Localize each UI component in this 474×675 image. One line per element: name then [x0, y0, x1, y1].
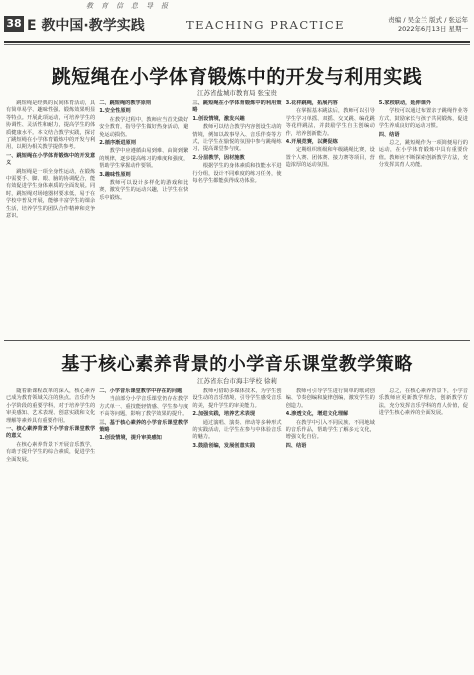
article2-headline: 基于核心素养背景的小学音乐课堂教学策略 — [61, 354, 413, 375]
article1-paragraph: 学校可以通过布置亲子跳绳作业等方式，鼓励家长与孩子共同锻炼，促进学生养成良好的运动习惯。 — [378, 108, 468, 130]
article2-paragraph: 总之，在核心素养背景下，小学音乐教师应更新教学理念，创新教学方法，充分发挥音乐学科的育人价值，促进学生核心素养的全面发展。 — [378, 388, 468, 417]
article1-column — [99, 100, 188, 336]
article1-paragraph: 2.循序渐进原则 — [99, 140, 136, 147]
article1-column — [379, 100, 468, 336]
article2-paragraph: 通过演唱、演奏、律动等多种形式的实践活动，让学生在参与中体验音乐的魅力。 — [192, 419, 282, 441]
article1-paragraph: 4.开展竞赛，以赛促练 — [285, 139, 338, 146]
article1-byline: 江苏省盐城市教育局 张宝贵 — [196, 89, 278, 97]
section-english-title: TEACHING PRACTICE — [186, 18, 346, 32]
article1-paragraph: 3.趣味性原则 — [99, 171, 131, 178]
article2-paragraph: 2.加强实践，培养艺术表现 — [192, 411, 256, 418]
article1-paragraph: 根据学生的身体素质和技能水平进行分组，设计不同难度的练习任务，使每名学生都能获得成功体验。 — [192, 163, 282, 185]
article1-paragraph: 1.创设情境，激发兴趣 — [192, 115, 245, 122]
header-rule — [4, 41, 470, 43]
article1-paragraph: 3.花样跳绳，拓展内容 — [285, 100, 338, 106]
article2-paragraph: 四、结语 — [285, 442, 307, 449]
article1-paragraph: 在掌握基本跳法后，教师可以引导学生学习单摇、双摇、交叉跳、编花跳等花样跳法，并鼓励学生自主创编动作，培养创新能力。 — [285, 108, 375, 137]
article2-paragraph: 4.渗透文化，增进文化理解 — [285, 411, 349, 418]
editor-line: 责编 / 吴金兰 版式 / 张运年 — [388, 16, 468, 24]
article2-column — [379, 388, 468, 670]
article2-paragraph: 三、基于核心素养的小学音乐课堂教学策略 — [99, 419, 189, 434]
article1-headline: 跳短绳在小学体育锻炼中的开发与利用实践 — [51, 66, 423, 88]
section-title: E 教中国·教学实践 — [27, 18, 145, 34]
article2-column — [6, 388, 95, 670]
page-header — [0, 12, 474, 42]
header-rule-thin — [4, 44, 470, 45]
article2-column — [99, 388, 188, 670]
article1-paragraph: 跳短绳是一项全身性运动，在锻炼中需要手、脚、眼、脑的协调配合，能有效促进学生身体素质的全面发展。同时，跳短绳对场地器材要求低，易于在学校中普及开展，能够丰富学生的课余生活，培养学生的团队合作精神和竞争意识。 — [6, 168, 96, 220]
article1-paragraph: 一、跳短绳在小学体育锻炼中的开发意义 — [6, 152, 96, 167]
article1-paragraph: 1.安全性原则 — [99, 108, 131, 115]
article2-column — [286, 388, 375, 670]
article1-paragraph: 跳短绳是经典的民间体育活动，具有简单易学、趣味性强、锻炼效果明显等特点。开展此项运动，可培养学生的协调性、灵活性和耐力，提高学生的体质健康水平。本文结合教学实践，探讨了跳短绳在小学体育锻炼中的开发与利用，以期为相关教学提供参考。 — [6, 100, 96, 151]
article1-paragraph: 总之，跳短绳作为一项简便易行的运动，在小学体育锻炼中具有重要价值。教师应不断探索创新教学方法，充分发挥其育人功能。 — [378, 140, 468, 169]
article1-paragraph: 定期组织班级和年级跳绳比赛，设置个人赛、团体赛、接力赛等项目，营造浓厚的运动氛围。 — [285, 147, 375, 169]
article2-paragraph: 在核心素养背景下开展音乐教学，有助于提升学生的综合素质，促进学生全面发展。 — [6, 441, 96, 463]
article2-paragraph: 在教学中引入不同民族、不同地域的音乐作品，帮助学生了解多元文化，增强文化自信。 — [285, 419, 375, 441]
article1-paragraph: 教师可以结合教学内容创设生动的情境，例如以故事导入、音乐伴奏等方式，让学生在愉悦的氛围中参与跳绳练习，提高课堂参与度。 — [192, 124, 282, 153]
article1-column — [286, 100, 375, 336]
article2-paragraph: 3.鼓励创编，发展创意实践 — [192, 442, 256, 449]
article2-byline: 江苏省东台市海丰学校 徐莉 — [196, 377, 278, 385]
newspaper-name: 教育信息导报 — [86, 2, 176, 10]
article1-paragraph: 在教学过程中，教师应当首先做好安全教育，指导学生做好热身活动，避免运动损伤。 — [99, 116, 189, 138]
page-meta — [388, 16, 468, 34]
article-divider — [4, 340, 470, 341]
article1-paragraph: 二、跳短绳的教学原则 — [99, 100, 152, 106]
article1-column — [192, 100, 281, 336]
article1-paragraph: 教师可以设计多样化的游戏和比赛，激发学生的运动兴趣，让学生在快乐中锻炼。 — [99, 180, 189, 201]
article1-paragraph: 5.家校联动，延伸课外 — [378, 100, 432, 106]
top-strip — [0, 0, 474, 10]
article2-paragraph: 教师可借助多媒体技术，为学生创设生动的音乐情境，引导学生感受音乐的美，提升学生的审美能力。 — [192, 388, 282, 409]
article2-column — [192, 388, 281, 670]
article2-paragraph: 教师可引导学生进行简单的歌词创编、节奏创编和旋律创编，激发学生的创造力。 — [285, 388, 375, 409]
article1-column — [6, 100, 95, 336]
article2-paragraph: 二、小学音乐课堂教学中存在的问题 — [99, 388, 183, 394]
article1-paragraph: 教学中应遵循由易到难、由简到繁的规律，逐步提高练习的难度和强度，帮助学生掌握动作要领。 — [99, 148, 189, 170]
article1-paragraph: 2.分层教学，因材施教 — [192, 154, 245, 161]
article2-paragraph: 一、核心素养背景下小学音乐课堂教学的意义 — [6, 426, 96, 440]
date-line: 2022年6月13日 星期一 — [397, 25, 468, 33]
article1-paragraph: 三、跳短绳在小学体育锻炼中的利用策略 — [192, 100, 282, 114]
article1-paragraph: 四、结语 — [378, 131, 400, 138]
article2-paragraph: 当前部分小学音乐课堂仍存在教学方式单一、重技能轻情感、学生参与度不高等问题，影响了教学效果的提升。 — [99, 396, 189, 418]
article2-paragraph: 随着新课程改革的深入，核心素养已成为教育领域关注的焦点。音乐作为小学阶段的重要学科，对于培养学生的审美感知、艺术表现、创意实践和文化理解等素养具有重要作用。 — [6, 388, 96, 424]
article2-paragraph: 1.创设情境，提升审美感知 — [99, 435, 162, 442]
page-number: 38 — [4, 16, 24, 32]
